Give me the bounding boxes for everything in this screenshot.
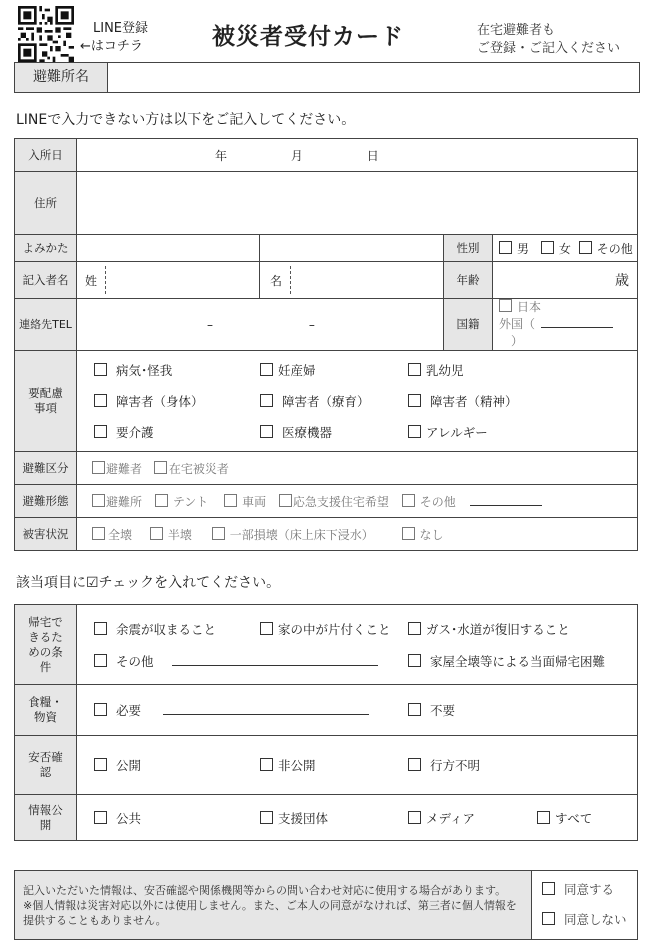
reading-given-field[interactable] — [260, 235, 444, 262]
supplies-label: 食糧・ 物資 — [15, 685, 77, 736]
care-option[interactable]: アレルギー — [408, 423, 568, 441]
safety-check-options — [77, 736, 638, 795]
checkbox-icon[interactable] — [94, 758, 107, 771]
nationality-japan-option[interactable]: 日本 — [499, 299, 637, 316]
return-option[interactable]: 余震が収まること — [94, 620, 260, 638]
shelter-name-row — [14, 62, 640, 93]
foreign-country-blank[interactable] — [541, 327, 613, 328]
return-option[interactable]: 家屋全壊等による当面帰宅困難 — [408, 654, 605, 669]
qr-code-image[interactable] — [18, 6, 74, 62]
header-note-2: ご登録・ご記入ください — [477, 41, 621, 56]
evac-type-option[interactable]: 車両 — [224, 495, 266, 509]
age-label: 年齢 — [444, 262, 493, 299]
safety-check-label: 安否確 認 — [15, 736, 77, 795]
consent-text — [15, 871, 532, 940]
return-option[interactable]: 家の中が片付くこと — [260, 620, 408, 638]
evac-type-label: 避難形態 — [15, 485, 77, 518]
age-unit: 歳 — [615, 273, 629, 289]
return-option[interactable]: その他 — [94, 652, 408, 670]
given-name-label: 名 — [270, 273, 283, 288]
care-option[interactable]: 医療機器 — [260, 423, 408, 441]
name-label: 記入者名 — [15, 262, 77, 299]
consent-text-2: ※個人情報は災害対応以外には使用しません。また、ご本人の同意がなければ、第三者に個人情報を提供することもありません。 — [23, 898, 517, 927]
checkbox-icon[interactable] — [94, 622, 107, 635]
return-conditions-label: 帰宅で きるた めの条 件 — [15, 605, 77, 685]
consent-box — [14, 870, 638, 940]
checkbox-icon[interactable] — [402, 527, 415, 540]
checkbox-icon[interactable] — [408, 394, 421, 407]
safety-option[interactable]: 公開 — [94, 756, 260, 774]
shelter-name-field[interactable] — [108, 63, 640, 93]
checkbox-icon[interactable] — [94, 425, 107, 438]
month-label: 月 — [290, 148, 303, 163]
checkbox-icon[interactable] — [408, 758, 421, 771]
given-name-divider — [290, 266, 291, 294]
gender-options — [493, 235, 638, 262]
checkbox-icon[interactable] — [260, 811, 273, 824]
checkbox-icon[interactable] — [408, 654, 421, 667]
shelter-name-label: 避難所名 — [15, 63, 108, 93]
checkbox-icon[interactable] — [408, 811, 421, 824]
checkbox-icon[interactable] — [260, 394, 273, 407]
address-label: 住所 — [15, 172, 77, 235]
checkbox-icon[interactable] — [499, 299, 512, 312]
checkbox-icon[interactable] — [260, 622, 273, 635]
damage-option[interactable]: 全壊 — [92, 528, 132, 542]
supplies-options — [77, 685, 638, 736]
checkbox-icon[interactable] — [279, 494, 292, 507]
checkbox-icon[interactable] — [542, 882, 555, 895]
safety-option[interactable]: 非公開 — [260, 756, 408, 774]
info-option[interactable]: 支援団体 — [260, 809, 408, 827]
checkbox-icon[interactable] — [408, 622, 421, 635]
checkbox-icon[interactable] — [94, 363, 107, 376]
gender-female-option[interactable]: 女 — [541, 242, 571, 256]
safety-option[interactable]: 行方不明 — [408, 758, 480, 773]
evac-class-options — [77, 452, 638, 485]
evac-class-option[interactable]: 在宅被災者 — [154, 462, 229, 476]
instruction-line-input: LINEで入力できない方は以下をご記入してください。 — [16, 112, 356, 128]
care-needs-options — [77, 351, 638, 452]
day-label: 日 — [366, 148, 379, 163]
info-option[interactable]: すべて — [537, 811, 592, 826]
checkbox-icon[interactable] — [154, 461, 167, 474]
reading-label: よみかた — [15, 235, 77, 262]
return-option[interactable]: ガス･水道が復旧すること — [408, 622, 570, 637]
checkbox-icon[interactable] — [150, 527, 163, 540]
checkbox-icon[interactable] — [92, 494, 105, 507]
line-register-label: LINE登録 — [93, 21, 149, 36]
checkbox-icon[interactable] — [408, 703, 421, 716]
evac-type-option[interactable]: 避難所 — [92, 495, 142, 509]
consent-agree-option[interactable]: 同意する — [542, 875, 637, 905]
supplies-option[interactable]: 必要 — [94, 701, 408, 719]
checkbox-icon[interactable] — [537, 811, 550, 824]
age-field[interactable] — [493, 262, 638, 299]
checkbox-icon[interactable] — [408, 425, 421, 438]
checkbox-icon[interactable] — [541, 241, 554, 254]
phone-dash-1: – — [207, 317, 213, 332]
checkbox-icon[interactable] — [92, 527, 105, 540]
care-option[interactable]: 障害者（身体） — [94, 392, 260, 410]
header-note-1: 在宅避難者も — [477, 23, 556, 38]
instruction-checkboxes: 該当項目に☑チェックを入れてください。 — [16, 575, 281, 591]
damage-options — [77, 518, 638, 551]
return-other-blank[interactable] — [172, 665, 378, 666]
care-option[interactable]: 要介護 — [94, 423, 260, 441]
info-disclosure-label: 情報公 開 — [15, 795, 77, 841]
checkbox-icon[interactable] — [155, 494, 168, 507]
evac-class-label: 避難区分 — [15, 452, 77, 485]
registration-form — [14, 138, 638, 551]
checkbox-icon[interactable] — [542, 912, 555, 925]
care-needs-label: 要配慮 事項 — [15, 351, 77, 452]
evac-class-option[interactable]: 避難者 — [92, 462, 142, 476]
checkbox-icon[interactable] — [579, 241, 592, 254]
checkbox-icon[interactable] — [260, 363, 273, 376]
damage-option[interactable]: なし — [402, 528, 444, 542]
evac-type-option[interactable]: テント — [155, 495, 208, 509]
gender-other-option[interactable]: その他 — [579, 242, 633, 256]
checkbox-icon[interactable] — [260, 425, 273, 438]
year-label: 年 — [215, 148, 228, 163]
care-option[interactable]: 妊産婦 — [260, 361, 408, 379]
surname-divider — [105, 266, 106, 294]
given-name-field[interactable] — [260, 262, 444, 299]
checkbox-icon[interactable] — [94, 654, 107, 667]
nationality-foreign-option[interactable]: 外国（） — [499, 316, 637, 350]
consent-disagree-option[interactable]: 同意しない — [542, 905, 637, 935]
damage-option[interactable]: 半壊 — [150, 528, 192, 542]
info-option[interactable]: 公共 — [94, 809, 260, 827]
care-option[interactable]: 病気･怪我 — [94, 361, 260, 379]
entry-date-field[interactable] — [77, 139, 638, 172]
surname-label: 姓 — [85, 273, 98, 288]
nationality-label: 国籍 — [444, 299, 493, 351]
line-arrow-label: ←はコチラ — [80, 39, 143, 54]
damage-label: 被害状況 — [15, 518, 77, 551]
entry-date-label: 入所日 — [15, 139, 77, 172]
checkbox-icon[interactable] — [224, 494, 237, 507]
care-option[interactable]: 障害者（療育） — [260, 392, 408, 410]
return-conditions-options — [77, 605, 638, 685]
consent-text-1: 記入いただいた情報は、安否確認や関係機関等からの問い合わせ対応に使用する場合があります。 — [23, 883, 507, 897]
surname-field[interactable] — [77, 262, 260, 299]
checkbox-icon[interactable] — [260, 758, 273, 771]
page-title: 被災者受付カード — [212, 24, 404, 50]
damage-option[interactable]: 一部損壊（床上床下浸水） — [212, 528, 374, 542]
info-disclosure-options — [77, 795, 638, 841]
phone-label: 連絡先TEL — [15, 299, 77, 351]
checkbox-icon[interactable] — [499, 241, 512, 254]
evac-type-option[interactable]: 応急支援住宅希望 — [279, 495, 389, 509]
checkbox-icon[interactable] — [92, 461, 105, 474]
info-option[interactable]: メディア — [408, 809, 537, 827]
checkbox-icon[interactable] — [402, 494, 415, 507]
supplies-needed-blank[interactable] — [163, 714, 369, 715]
conditions-form — [14, 604, 638, 841]
evac-type-other-blank[interactable] — [470, 505, 542, 506]
gender-label: 性別 — [444, 235, 493, 262]
care-option[interactable]: 障害者（精神） — [408, 392, 568, 410]
supplies-option[interactable]: 不要 — [408, 703, 455, 718]
consent-options — [532, 871, 638, 940]
gender-male-option[interactable]: 男 — [499, 242, 529, 256]
checkbox-icon[interactable] — [94, 394, 107, 407]
phone-field[interactable] — [77, 299, 444, 351]
checkbox-icon[interactable] — [94, 703, 107, 716]
phone-dash-2: – — [308, 317, 315, 332]
evac-type-option[interactable]: その他 — [402, 495, 456, 509]
checkbox-icon[interactable] — [212, 527, 225, 540]
checkbox-icon[interactable] — [408, 363, 421, 376]
care-option[interactable]: 乳幼児 — [408, 361, 568, 379]
nationality-options — [493, 299, 638, 351]
evac-type-options — [77, 485, 638, 518]
reading-surname-field[interactable] — [77, 235, 260, 262]
address-field[interactable] — [77, 172, 638, 235]
checkbox-icon[interactable] — [94, 811, 107, 824]
